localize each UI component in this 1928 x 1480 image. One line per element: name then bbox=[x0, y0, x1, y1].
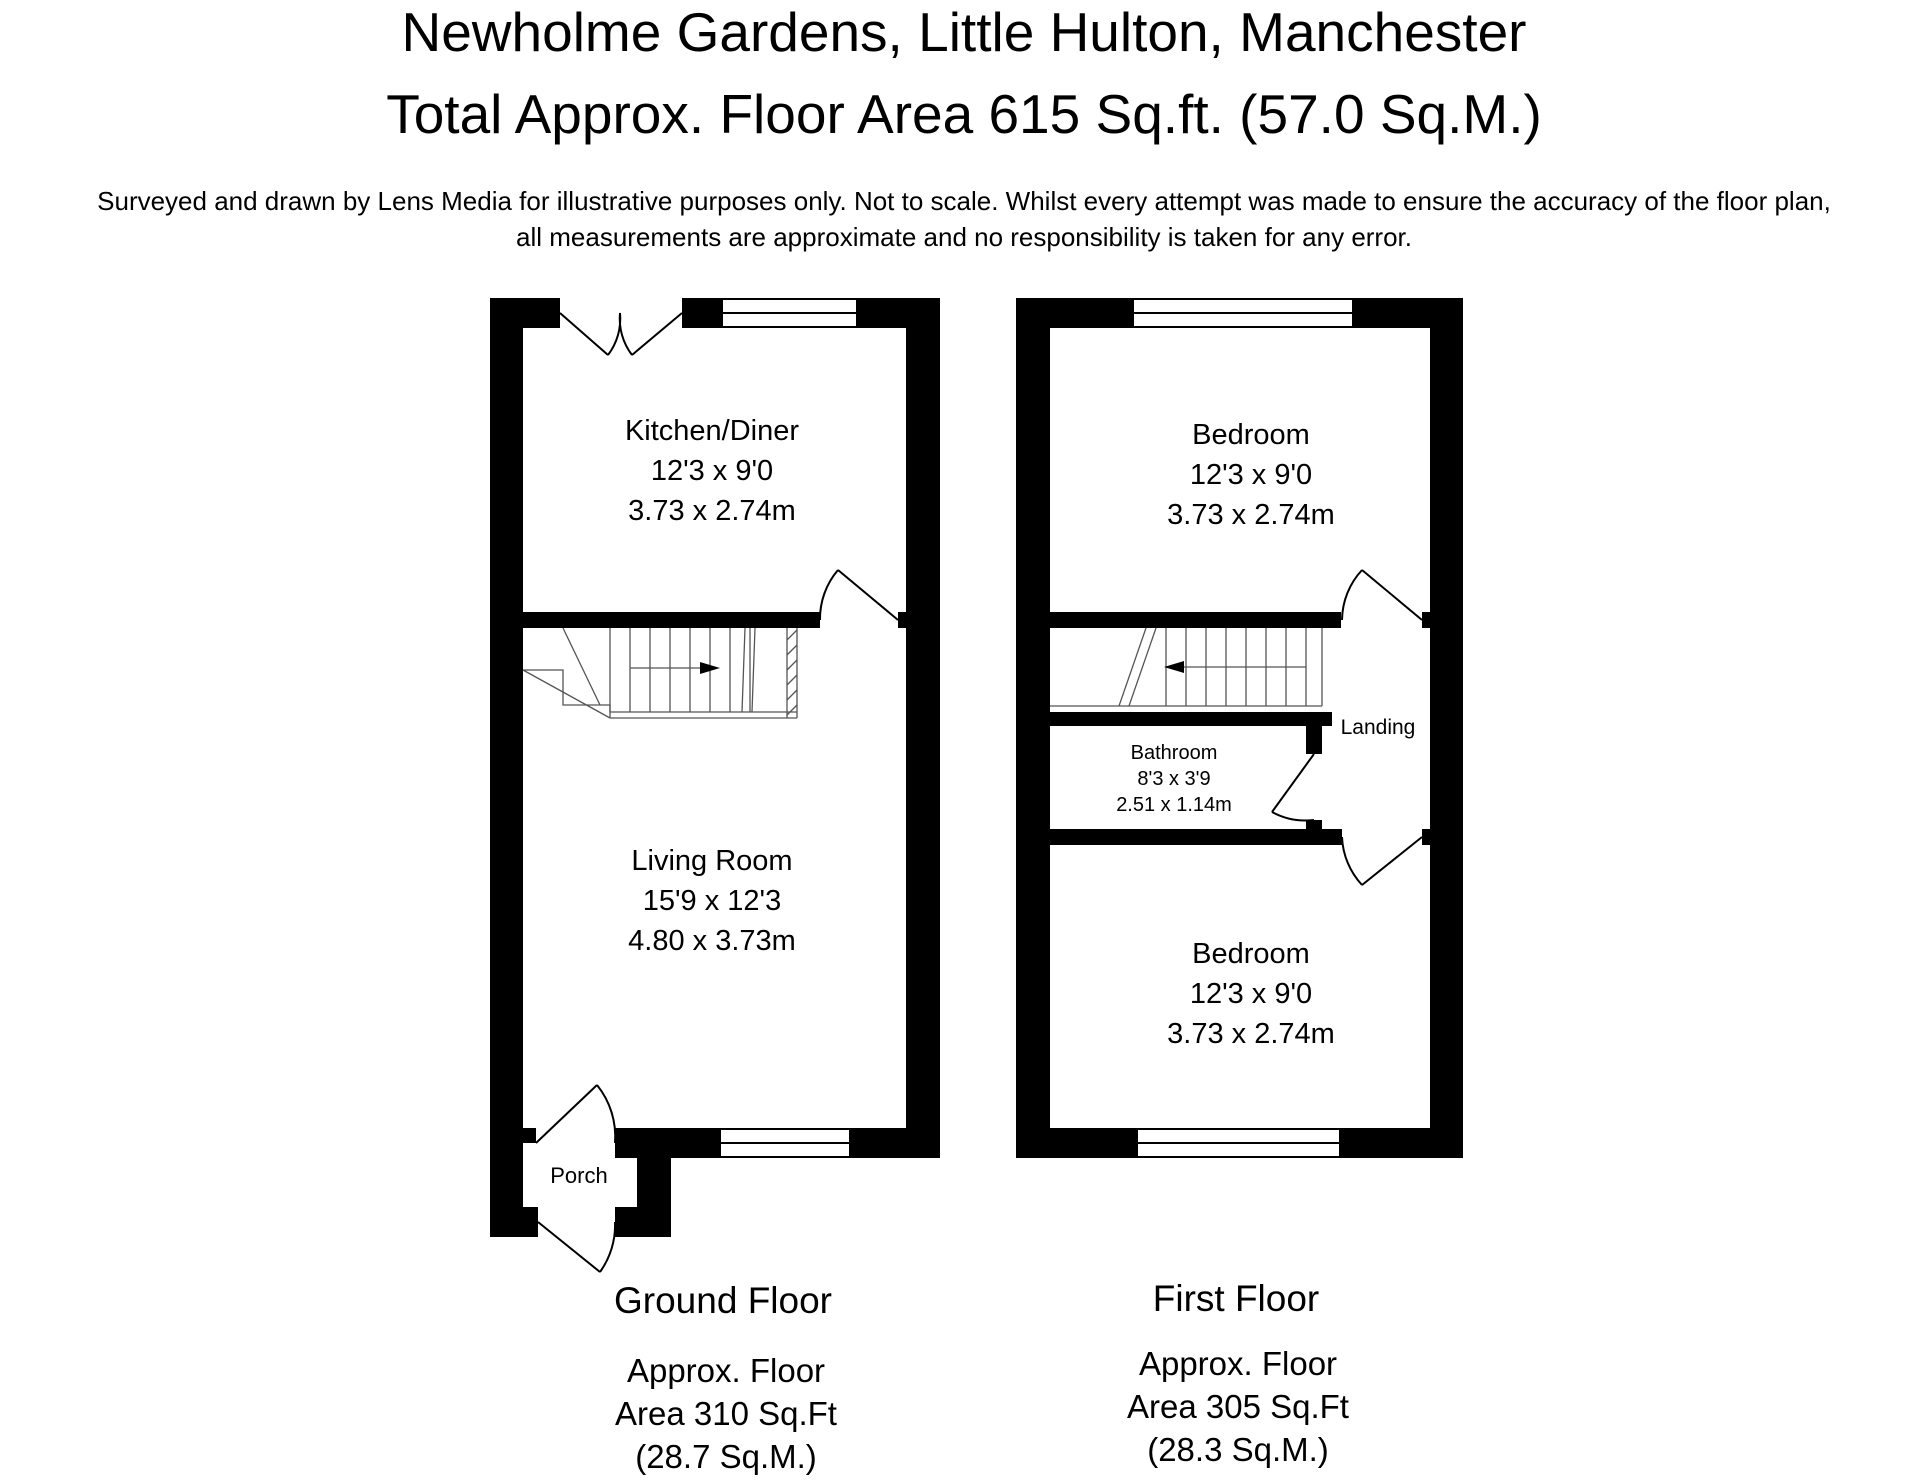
porch-top-wall bbox=[490, 1128, 536, 1143]
ground-floor-title: Ground Floor bbox=[614, 1280, 832, 1321]
first-floor-stairs bbox=[1050, 628, 1322, 706]
bedroom-bottom-partition-stub bbox=[1322, 829, 1342, 845]
ground-left-wall bbox=[490, 298, 523, 1237]
ground-floor-area-line-3: (28.7 Sq.M.) bbox=[635, 1438, 817, 1475]
ground-top-wall-mid bbox=[682, 298, 722, 328]
kitchen-door bbox=[820, 570, 898, 620]
kitchen-french-doors bbox=[560, 313, 682, 355]
ground-bottom-wall-right bbox=[850, 1128, 940, 1158]
first-floor-plan bbox=[1016, 298, 1463, 1468]
bathroom-name: Bathroom bbox=[1130, 742, 1218, 764]
bedroom-bottom-partition-stub-right bbox=[1422, 829, 1432, 845]
bedroom-top-name: Bedroom bbox=[1192, 419, 1310, 451]
bathroom-right-wall-upper bbox=[1306, 712, 1322, 754]
first-bottom-wall-right bbox=[1340, 1128, 1463, 1158]
first-floor-area-line-3: (28.3 Sq.M.) bbox=[1147, 1431, 1329, 1468]
first-floor-title: First Floor bbox=[1152, 1278, 1320, 1319]
top-bedroom-partition-stub bbox=[1422, 612, 1432, 628]
kitchen-metric: 3.73 x 2.74m bbox=[628, 495, 796, 527]
bedroom-top-imperial: 12'3 x 9'0 bbox=[1189, 459, 1313, 491]
ground-right-wall bbox=[906, 298, 940, 1158]
living-room-name: Living Room bbox=[631, 845, 793, 877]
disclaimer-line-2: all measurements are approximate and no responsibility is taken for any error. bbox=[516, 222, 1412, 252]
bedroom-bottom-name: Bedroom bbox=[1192, 938, 1310, 970]
bathroom-top-wall bbox=[1016, 712, 1332, 726]
landing-name: Landing bbox=[1340, 716, 1416, 739]
first-right-wall bbox=[1430, 298, 1463, 1158]
disclaimer-line-1: Surveyed and drawn by Lens Media for illustrative purposes only. Not to scale. Whilst every attempt was made to ensure the accuracy of the floor plan, bbox=[97, 186, 1831, 216]
bathroom-bottom-wall bbox=[1016, 829, 1324, 845]
first-bottom-wall-left bbox=[1016, 1128, 1137, 1158]
partition-stub bbox=[898, 612, 908, 628]
ground-floor-area-line-1: Approx. Floor bbox=[626, 1352, 826, 1389]
top-bedroom-door bbox=[1342, 570, 1422, 620]
bedroom-bottom-imperial: 12'3 x 9'0 bbox=[1189, 978, 1313, 1010]
ground-floor-area-line-2: Area 310 Sq.Ft bbox=[615, 1395, 837, 1432]
porch-name: Porch bbox=[550, 1163, 608, 1188]
kitchen-imperial: 12'3 x 9'0 bbox=[650, 455, 774, 487]
porch-bottom-wall-right bbox=[615, 1207, 671, 1237]
bathroom-metric: 2.51 x 1.14m bbox=[1116, 794, 1232, 816]
porch-bottom-wall-left bbox=[490, 1207, 538, 1237]
living-room-imperial: 15'9 x 12'3 bbox=[642, 885, 782, 917]
ground-floor-plan bbox=[490, 298, 940, 1475]
kitchen-living-partition bbox=[490, 612, 820, 628]
top-bedroom-partition bbox=[1016, 612, 1341, 628]
first-top-wall-left bbox=[1016, 298, 1133, 328]
first-floor-area-line-2: Area 305 Sq.Ft bbox=[1127, 1388, 1349, 1425]
living-room-metric: 4.80 x 3.73m bbox=[628, 925, 796, 957]
ground-top-wall-left bbox=[490, 298, 560, 328]
bathroom-door bbox=[1272, 754, 1314, 821]
total-floor-area: Total Approx. Floor Area 615 Sq.ft. (57.0 Sq.M.) bbox=[386, 83, 1542, 145]
bedroom-bottom-metric: 3.73 x 2.74m bbox=[1167, 1018, 1335, 1050]
kitchen-name: Kitchen/Diner bbox=[624, 415, 800, 447]
first-floor-area-line-1: Approx. Floor bbox=[1138, 1345, 1338, 1382]
plan-address-title: Newholme Gardens, Little Hulton, Manchester bbox=[401, 1, 1527, 63]
ground-floor-stairs bbox=[523, 628, 797, 718]
bottom-bedroom-door bbox=[1342, 837, 1422, 885]
bathroom-imperial: 8'3 x 3'9 bbox=[1137, 768, 1211, 790]
first-left-wall bbox=[1016, 298, 1050, 1158]
bedroom-top-metric: 3.73 x 2.74m bbox=[1167, 499, 1335, 531]
bathroom-right-wall-lower bbox=[1306, 820, 1322, 845]
